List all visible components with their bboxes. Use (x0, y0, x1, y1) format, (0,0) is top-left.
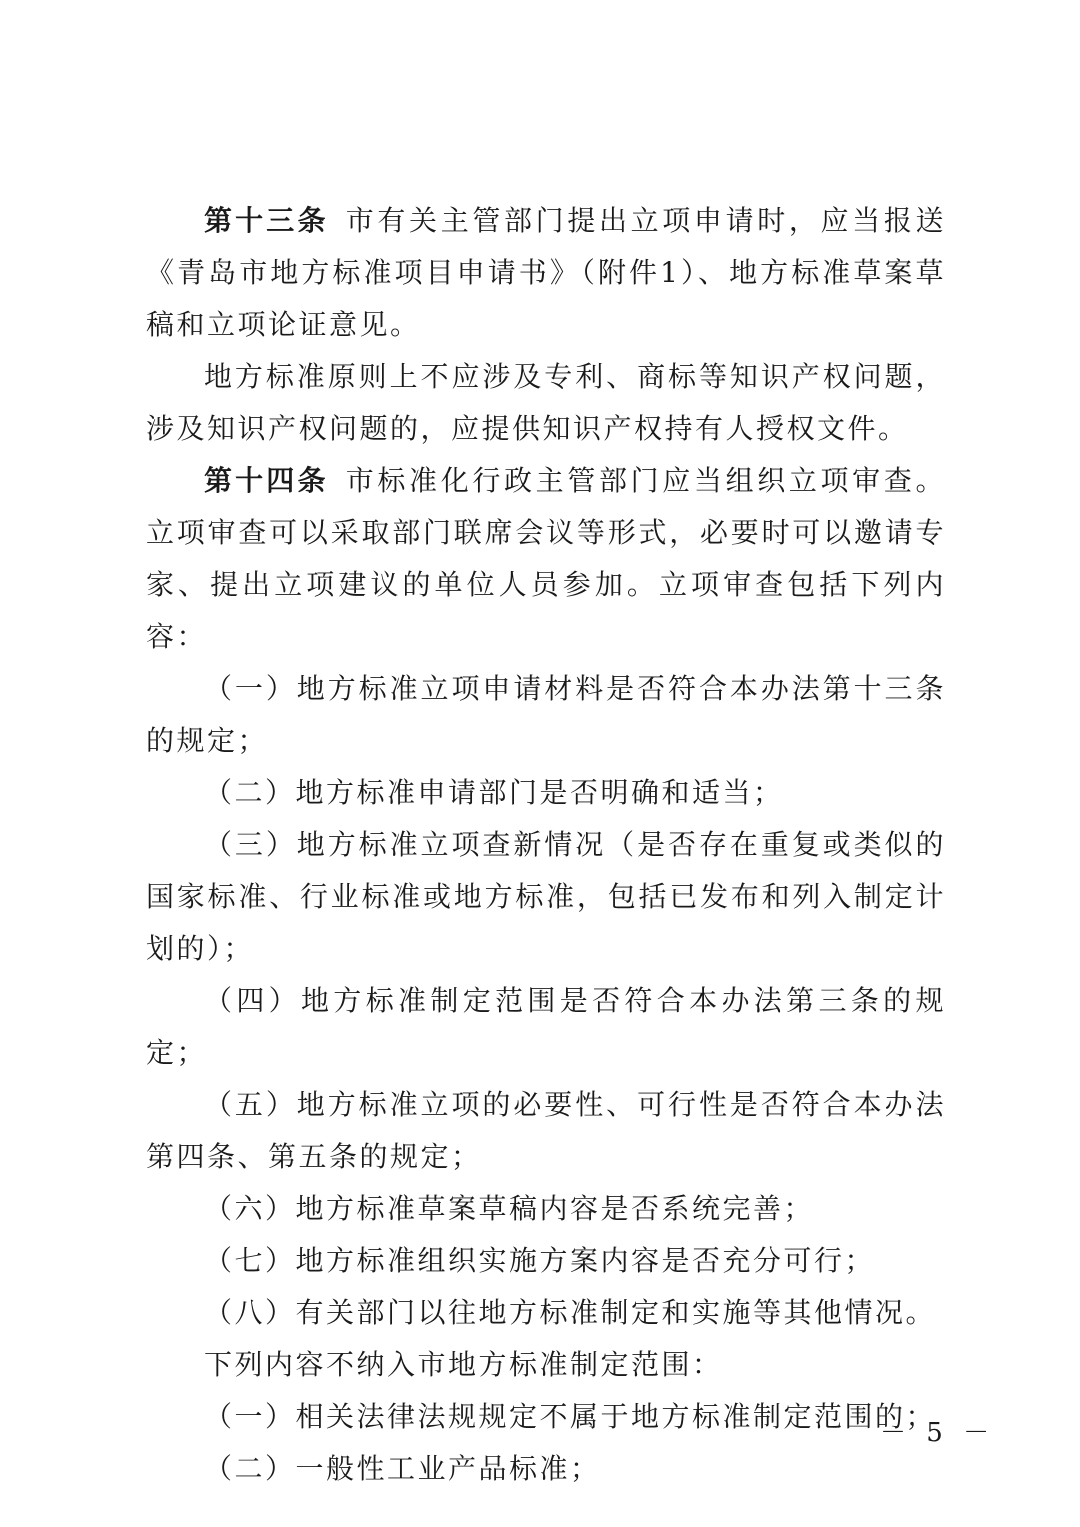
page-number: － 5 － (880, 1418, 996, 1448)
document-body (146, 195, 946, 1495)
review-item-6-text: （六）地方标准草案草稿内容是否系统完善； (204, 1192, 815, 1225)
ip-paragraph (146, 351, 946, 455)
review-item-6 (146, 1183, 946, 1235)
review-item-1-text: （一）地方标准立项申请材料是否符合本办法第十三条的规定； (146, 672, 946, 757)
review-item-4-text: （四）地方标准制定范围是否符合本办法第三条的规定； (146, 984, 946, 1069)
article-14-label: 第十四条 (204, 464, 329, 497)
review-item-7-text: （七）地方标准组织实施方案内容是否充分可行； (204, 1244, 876, 1277)
review-item-4 (146, 975, 946, 1079)
article-14-text: 市标准化行政主管部门应当组织立项审查。立项审查可以采取部门联席会议等形式，必要时可以邀请专家、提出立项建议的单位人员参加。立项审查包括下列内容： (146, 464, 946, 653)
article-14-paragraph (146, 455, 946, 663)
exclusion-item-1-text: （一）相关法律法规规定不属于地方标准制定范围的； (204, 1400, 937, 1433)
review-item-5 (146, 1079, 946, 1183)
review-item-3 (146, 819, 946, 975)
article-13-paragraph (146, 195, 946, 351)
review-item-8-text: （八）有关部门以往地方标准制定和实施等其他情况。 (204, 1296, 937, 1329)
exclusion-item-2-text: （二）一般性工业产品标准； (204, 1452, 601, 1485)
exclusion-item-1 (146, 1391, 946, 1443)
exclusion-intro-text: 下列内容不纳入市地方标准制定范围： (204, 1348, 723, 1381)
review-item-2-text: （二）地方标准申请部门是否明确和适当； (204, 776, 784, 809)
ip-text: 地方标准原则上不应涉及专利、商标等知识产权问题，涉及知识产权问题的，应提供知识产权持有人授权文件。 (146, 360, 946, 445)
review-item-7 (146, 1235, 946, 1287)
article-13-label: 第十三条 (204, 204, 329, 237)
exclusion-intro (146, 1339, 946, 1391)
article-13-text: 市有关主管部门提出立项申请时，应当报送《青岛市地方标准项目申请书》（附件1）、地方标准草案草稿和立项论证意见。 (146, 204, 946, 341)
review-item-3-text: （三）地方标准立项查新情况（是否存在重复或类似的国家标准、行业标准或地方标准，包括已发布和列入制定计划的）； (146, 828, 946, 965)
review-item-2 (146, 767, 946, 819)
review-item-1 (146, 663, 946, 767)
exclusion-item-2 (146, 1443, 946, 1495)
review-item-8 (146, 1287, 946, 1339)
review-item-5-text: （五）地方标准立项的必要性、可行性是否符合本办法第四条、第五条的规定； (146, 1088, 946, 1173)
